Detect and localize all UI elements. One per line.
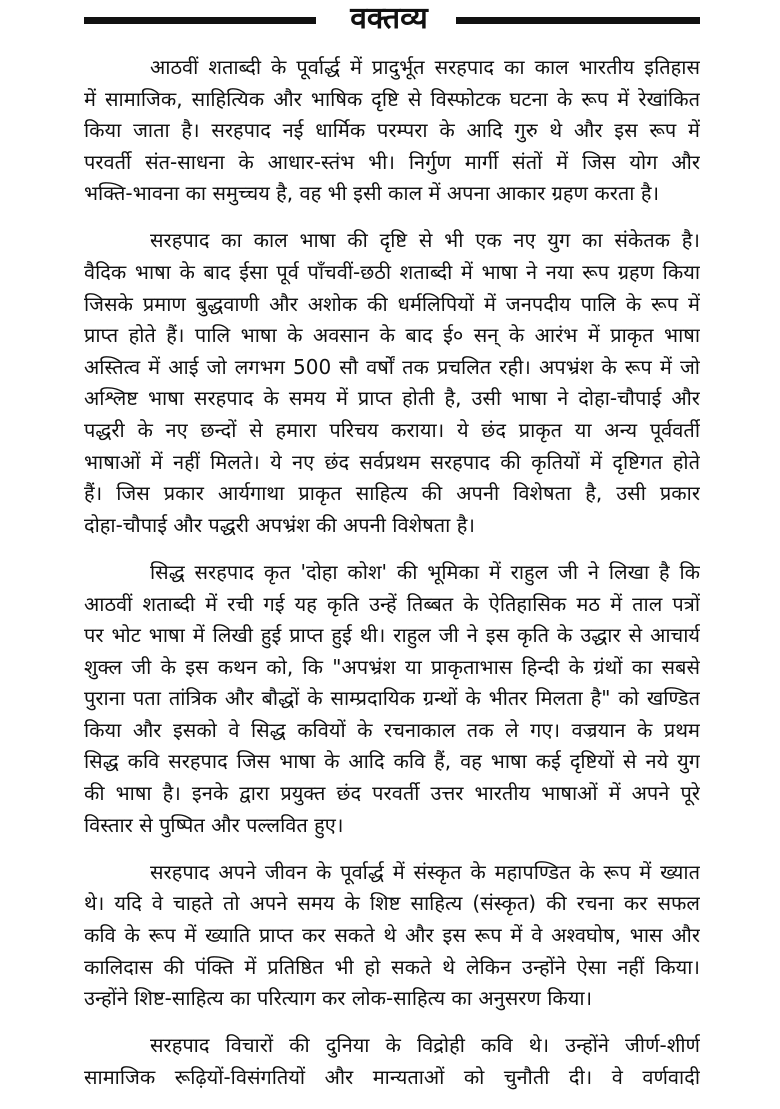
text-line: जिसके प्रमाण बुद्धवाणी और अशोक की धर्मलिपियों में जनपदीय पालि के रूप में	[84, 291, 700, 316]
text-line: सिद्ध कवि सरहपाद जिस भाषा के आदि कवि हैं, वह भाषा कई दृष्टियों से नये युग	[84, 749, 700, 774]
text-line: आठवीं शताब्दी में रची गई यह कृति उन्हें तिब्बत के ऐतिहासिक मठ में ताल पत्रों	[84, 591, 700, 616]
text-line: में सामाजिक, साहित्यिक और भाषिक दृष्टि से विस्फोटक घटना के रूप में रेखांकित	[84, 86, 700, 111]
paragraph	[84, 557, 700, 841]
text-line: शुक्ल जी के इस कथन को, कि "अपभ्रंश या प्राकृताभास हिन्दी के ग्रंथों का सबसे	[84, 654, 700, 679]
header-rule-right	[456, 17, 700, 24]
text-line: पद्धरी के नए छन्दों से हमारा परिचय कराया। ये छंद प्राकृत या अन्य पूर्ववर्ती	[84, 418, 700, 443]
text-line: किया और इसको वे सिद्ध कवियों के रचनाकाल तक ले गए। वज्रयान के प्रथम	[84, 717, 700, 742]
text-line: भक्ति-भावना का समुच्चय है, वह भी इसी काल में अपना आकार ग्रहण करता है।	[84, 181, 660, 206]
text-line: भाषाओं में नहीं मिलते। ये नए छंद सर्वप्रथम सरहपाद की कृतियों में दृष्टिगत होते	[84, 449, 700, 474]
text-line: थे। यदि वे चाहते तो अपने समय के शिष्ट साहित्य (संस्कृत) की रचना कर सफल	[84, 891, 700, 916]
text-line: उन्होंने शिष्ट-साहित्य का परित्याग कर लोक-साहित्य का अनुसरण किया।	[84, 986, 593, 1011]
text-line: आठवीं शताब्दी के पूर्वार्द्ध में प्रादुर्भूत सरहपाद का काल भारतीय इतिहास	[150, 55, 700, 79]
text-line: सामाजिक रूढ़ियों-विसंगतियों और मान्यताओं को चुनौती दी। वे वर्णवादी	[84, 1064, 700, 1089]
text-line: पुराना पता तांत्रिक और बौद्धों के साम्प्रदायिक ग्रन्थों के भीतर मिलता है" को खण्डित	[84, 686, 700, 711]
text-line: पर भोट भाषा में लिखी हुई प्राप्त हुई थी। राहुल जी ने इस कृति के उद्धार से आचार्य	[84, 623, 700, 648]
text-line: किया जाता है। सरहपाद नई धार्मिक परम्परा के आदि गुरु थे और इस रूप में	[84, 118, 700, 143]
document-body	[84, 52, 700, 1109]
header-rule-left	[84, 17, 316, 24]
text-line: अस्तित्व में आई जो लगभग 500 सौ वर्षों तक प्रचलित रही। अपभ्रंश के रूप में जो	[84, 354, 700, 379]
text-line: सरहपाद विचारों की दुनिया के विद्रोही कवि थे। उन्होंने जीर्ण-शीर्ण	[150, 1033, 700, 1058]
paragraph	[84, 225, 700, 541]
text-line: अश्लिष्ट भाषा सरहपाद के समय में प्राप्त होती है, उसी भाषा ने दोहा-चौपाई और	[84, 386, 700, 411]
paragraph	[84, 1030, 700, 1093]
paragraph	[84, 52, 700, 210]
text-line: हैं। जिस प्रकार आर्यगाथा प्राकृत साहित्य की अपनी विशेषता है, उसी प्रकार	[84, 481, 700, 506]
text-line: परवर्ती संत-साधना के आधार-स्तंभ भी। निर्गुण मार्गी संतों में जिस योग और	[84, 149, 700, 174]
text-line: सरहपाद का काल भाषा की दृष्टि से भी एक नए युग का संकेतक है।	[150, 228, 700, 253]
text-line: वैदिक भाषा के बाद ईसा पूर्व पाँचवीं-छठी शताब्दी में भाषा ने नया रूप ग्रहण किया	[84, 260, 700, 285]
page-title: वक्तव्य	[350, 1, 428, 36]
text-line: दोहा-चौपाई और पद्धरी अपभ्रंश की अपनी विशेषता है।	[84, 512, 475, 537]
page-header	[84, 0, 700, 40]
text-line: कवि के रूप में ख्याति प्राप्त कर सकते थे और इस रूप में वे अश्वघोष, भास और	[84, 922, 700, 947]
text-line: कालिदास की पंक्ति में प्रतिष्ठित भी हो सकते थे लेकिन उन्होंने ऐसा नहीं किया।	[84, 954, 700, 979]
paragraph	[84, 857, 700, 1015]
text-line: सरहपाद अपने जीवन के पूर्वार्द्ध में संस्कृत के महापण्डित के रूप में ख्यात	[150, 859, 700, 884]
text-line: विस्तार से पुष्पित और पल्लवित हुए।	[84, 812, 344, 837]
text-line: की भाषा है। इनके द्वारा प्रयुक्त छंद परवर्ती उत्तर भारतीय भाषाओं में अपने पूरे	[84, 781, 700, 806]
text-line: सिद्ध सरहपाद कृत 'दोहा कोश' की भूमिका में राहुल जी ने लिखा है कि	[150, 559, 700, 584]
text-line: प्राप्त होते हैं। पालि भाषा के अवसान के बाद ई० सन् के आरंभ में प्राकृत भाषा	[84, 323, 700, 348]
